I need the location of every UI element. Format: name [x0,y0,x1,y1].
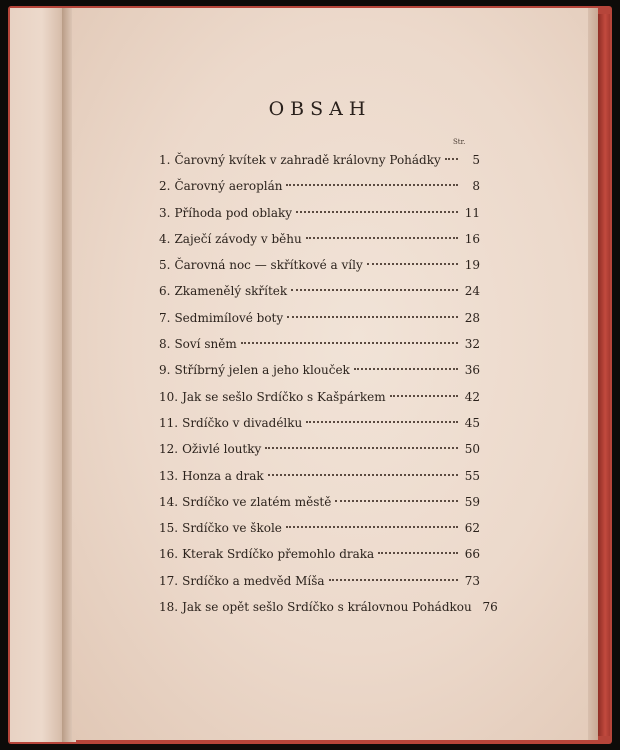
toc-entry-number: 10. [159,389,179,404]
toc-leader-dots [296,211,458,213]
toc-entry-number: 3. [159,205,171,220]
toc-leader-dots [390,395,458,397]
toc-entry-title: Oživlé loutky [182,442,262,457]
toc-entry-page: 62 [464,521,480,536]
toc-entry [159,541,480,567]
toc-entry-page: 28 [464,310,480,325]
toc-entry-number: 5. [159,258,171,273]
toc-leader-dots [367,263,458,265]
toc-entry-title: Čarovný aeroplán [174,179,283,194]
toc-entry-title: Zkamenělý skřítek [174,284,288,299]
toc-entry [159,515,480,541]
toc-leader-dots [291,289,458,291]
left-page [10,8,68,742]
toc-leader-dots [306,421,458,423]
toc-entry-number: 11. [159,415,179,430]
toc-leader-dots [329,579,458,581]
toc-entry [159,305,480,331]
toc-entry-page: 16 [464,231,480,246]
toc-leader-dots [378,552,458,554]
toc-entry [159,173,480,199]
toc-entry-number: 17. [159,573,179,588]
toc-entry-number: 6. [159,284,171,299]
toc-entry [159,331,480,357]
toc-leader-dots [335,500,458,502]
toc-entry-title: Honza a drak [182,468,264,483]
toc-entry-number: 15. [159,521,179,536]
toc-leader-dots [241,342,458,344]
toc-entry-page: 73 [464,573,480,588]
toc-entry [159,226,480,252]
toc-entry-number: 4. [159,231,171,246]
toc-entry-title: Zaječí závody v běhu [174,231,302,246]
toc-entry-number: 16. [159,547,179,562]
toc-entry-number: 2. [159,179,171,194]
toc-entry-number: 1. [159,153,171,167]
toc-entry [159,147,480,173]
toc-entry-page: 36 [464,363,480,378]
toc-leader-dots [354,368,458,370]
toc-entry-title: Soví sněm [174,337,237,352]
toc-entry-number: 14. [159,494,179,509]
toc-entry-page: 5 [472,153,480,167]
toc-entry-number: 18. [159,600,179,615]
table-of-contents [159,147,498,620]
toc-entry-title: Srdíčko a medvěd Míša [182,573,325,588]
toc-entry-title: Jak se opět sešlo Srdíčko s královnou Pohádkou [182,600,472,615]
toc-entry-page: 55 [464,468,480,483]
cover-edge [598,14,610,736]
toc-entry-title: Srdíčko ve škole [182,521,282,536]
toc-entry-page: 19 [464,258,480,273]
toc-entry-number: 9. [159,363,171,378]
toc-entry-number: 8. [159,337,171,352]
toc-leader-dots [287,316,458,318]
toc-entry [159,436,480,462]
toc-entry-title: Srdíčko ve zlatém městě [182,494,332,509]
toc-entry-page: 50 [464,442,480,457]
toc-leader-dots [286,526,458,528]
toc-entry-page: 32 [464,337,480,352]
toc-entry-page: 45 [464,415,480,430]
toc-entry [159,278,480,304]
toc-entry-title: Sedmimílové boty [174,310,284,325]
toc-entry-title: Čarovná noc — skřítkové a víly [174,258,363,273]
page-edge [588,8,598,740]
toc-entry-title: Jak se sešlo Srdíčko s Kašpárkem [182,389,386,404]
toc-entry-title: Srdíčko v divadélku [182,415,303,430]
toc-entry-number: 7. [159,310,171,325]
toc-entry [159,410,480,436]
toc-entry [159,357,480,383]
toc-entry-page: 24 [464,284,480,299]
toc-entry-page: 66 [464,547,480,562]
toc-entry-page: 59 [464,494,480,509]
toc-entry-page: 76 [482,600,498,615]
toc-entry-title: Stříbrný jelen a jeho klouček [174,363,350,378]
toc-entry-title: Příhoda pod oblaky [174,205,293,220]
toc-entry-number: 13. [159,468,179,483]
toc-entry-number: 12. [159,442,179,457]
toc-leader-dots [445,158,458,160]
toc-entry-page: 42 [464,389,480,404]
toc-entry [159,568,480,594]
toc-entry [159,489,480,515]
toc-entry [159,252,480,278]
toc-entry [159,463,480,489]
toc-entry-page: 8 [472,179,480,194]
page-column-label: Str. [453,138,466,146]
page-title: OBSAH [268,98,372,120]
toc-entry-title: Kterak Srdíčko přemohlo draka [182,547,375,562]
toc-entry-title: Čarovný kvítek v zahradě královny Pohádky [174,153,441,167]
toc-leader-dots [265,447,458,449]
toc-entry [159,200,480,226]
toc-entry [159,384,480,410]
toc-leader-dots [306,237,458,239]
toc-leader-dots [268,474,458,476]
toc-leader-dots [286,184,458,186]
toc-entry-page: 11 [464,205,480,220]
toc-entry [159,594,498,620]
